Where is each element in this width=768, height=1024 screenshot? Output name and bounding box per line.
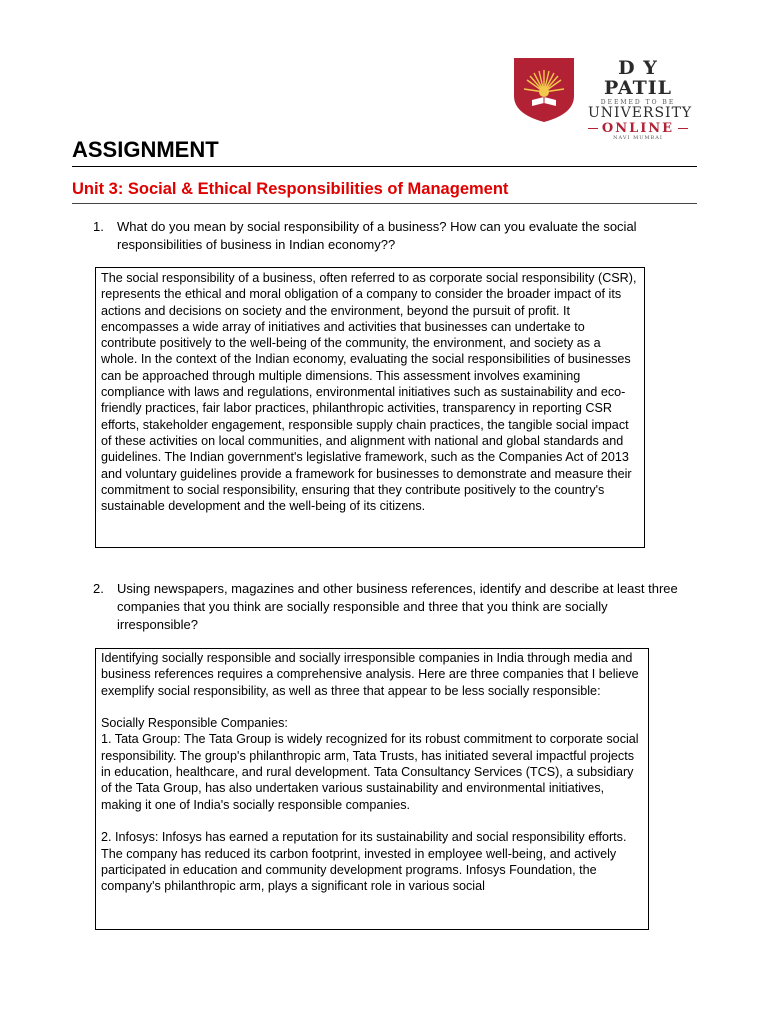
question-1	[93, 218, 683, 254]
logo-online	[588, 122, 688, 135]
question-text: What do you mean by social responsibility of a business? How can you evaluate the social responsibilities of business in Indian economy??	[117, 219, 637, 252]
logo-text	[588, 57, 693, 142]
logo-rule-right	[678, 128, 688, 129]
unit-divider	[72, 203, 697, 204]
logo-rule-left	[588, 128, 598, 129]
university-shield-icon	[512, 56, 576, 124]
question-number: 2.	[93, 581, 104, 596]
unit-title: Unit 3: Social & Ethical Responsibilities of Management	[72, 180, 509, 198]
question-text: Using newspapers, magazines and other business references, identify and describe at least three companies that you think are socially responsible and three that you think are socially irresponsible?	[117, 581, 678, 632]
logo-online-label: ONLINE	[601, 121, 675, 136]
logo-deemed: DEEMED TO BE	[600, 99, 676, 106]
logo-place: NAVI MUMBAI	[613, 135, 663, 141]
question-2	[93, 580, 683, 634]
logo-name: D Y PATIL	[604, 57, 672, 99]
answer-paragraph: 1. Tata Group: The Tata Group is widely recognized for its robust commitment to corporate social responsibility. The group's philanthropic arm, Tata Trusts, has initiated several impactful projects in education, healthcare, and rural development. Tata Consultancy Services (TCS), a subsidiary of the Tata Group, has also undertaken various sustainability and environmental initiatives, making it one of India's socially responsible companies.	[101, 732, 639, 812]
answer-paragraph: Identifying socially responsible and socially irresponsible companies in India through media and business references requires a comprehensive analysis. Here are three companies that I believe exemplify social responsibility, as well as three that appear to be less socially responsible:	[101, 651, 639, 698]
answer-subheading: Socially Responsible Companies:	[101, 716, 288, 731]
logo-university: UNIVERSITY	[588, 105, 693, 121]
question-number: 1.	[93, 219, 104, 234]
title-divider	[72, 166, 697, 167]
answer-paragraph: 2. Infosys: Infosys has earned a reputation for its sustainability and social responsibility efforts. The company has reduced its carbon footprint, invested in employee well-being, and actively participated in education and community development programs. Infosys Foundation, the company's philanthropic arm, plays a significant role in various social	[101, 830, 627, 894]
page-title: ASSIGNMENT	[72, 137, 219, 162]
university-logo	[508, 52, 693, 141]
answer-paragraph: The social responsibility of a business, often referred to as corporate social responsibility (CSR), represents the ethical and moral obligation of a company to consider the broader impact of its actions and decisions on society and the environment, beyond the pursuit of profit. It encompasses a wide array of initiatives and activities that businesses can undertake to contribute positively to the well-being of the community, the environment, and society as a whole. In the context of the Indian economy, evaluating the social responsibilities of businesses can be approached through multiple dimensions. This assessment involves examining compliance with laws and regulations, environmental initiatives such as sustainability and eco-friendly practices, fair labor practices, philanthropic activities, transparency in reporting CSR efforts, stakeholder engagement, responsible supply chain practices, the tangible social impact of these activities on local communities, and alignment with national and global standards and guidelines. The Indian government's legislative framework, such as the Companies Act of 2013 and voluntary guidelines provide a framework for businesses to demonstrate and measure their commitment to social responsibility, ensuring that they contribute positively to the country's sustainable development and the well-being of its citizens.	[101, 271, 637, 514]
answer-box-1	[95, 267, 645, 548]
answer-box-2	[95, 648, 649, 930]
